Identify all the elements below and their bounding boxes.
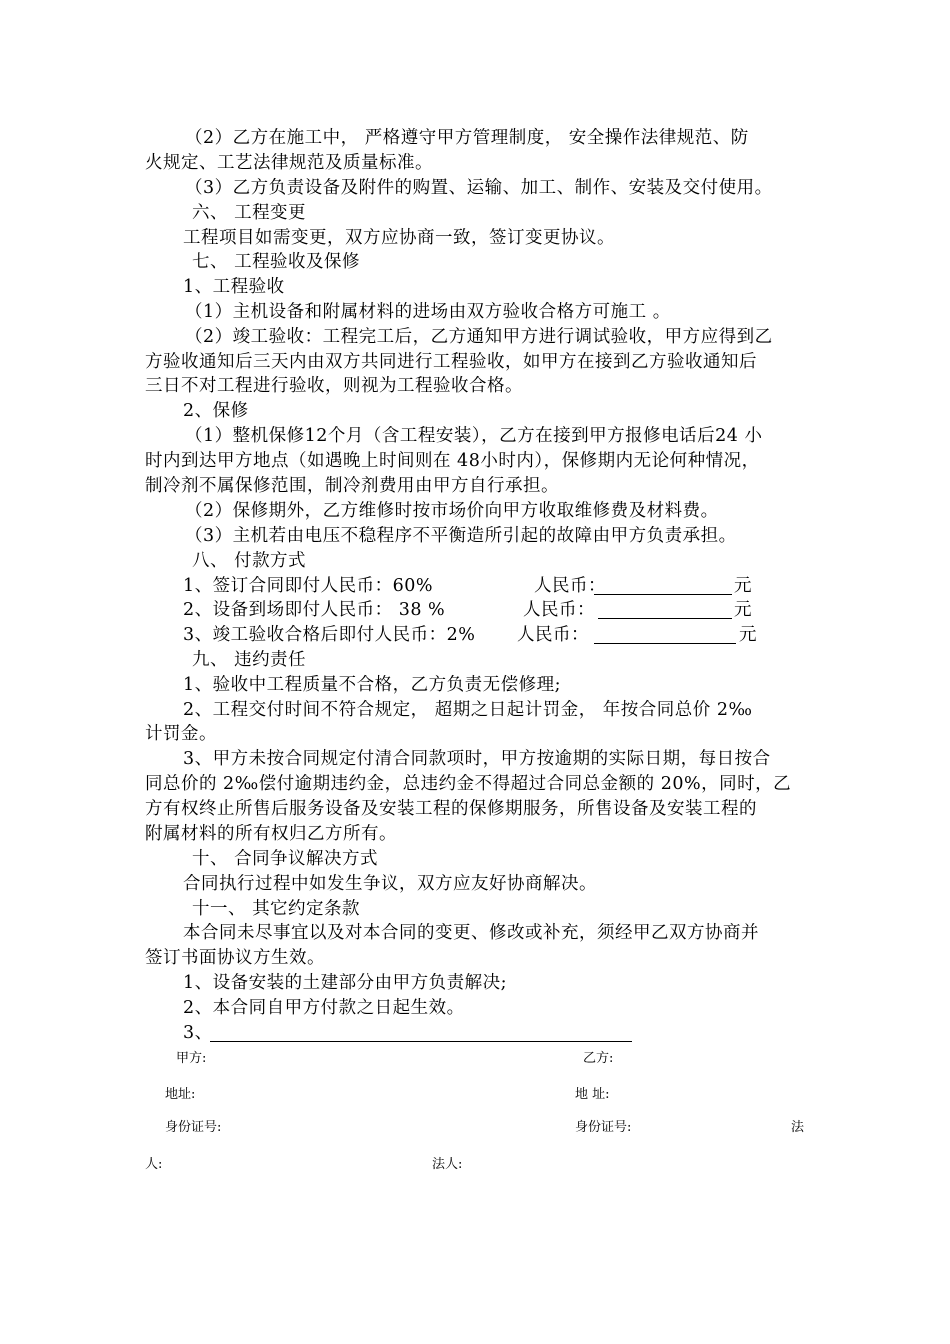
payment-2: 2、设备到场即付人民币： 38 %: [183, 600, 446, 620]
liability-3-line1: 3、甲方未按合同规定付清合同款项时，甲方按逾期的实际日期，每日按合: [183, 749, 771, 769]
section-6-heading: 六、 工程变更: [192, 203, 307, 223]
section-6-text: 工程项目如需变更，双方应协商一致，签订变更协议。: [183, 228, 615, 248]
other-term-3-blank: [210, 1023, 632, 1042]
payment-3-amount-blank: [594, 625, 736, 644]
liability-3-line3: 方有权终止所售后服务设备及安装工程的保修期服务，所售设备及安装工程的: [145, 799, 757, 819]
party-a-legal-label-start: 法: [791, 1120, 805, 1135]
warranty-1-line3: 制冷剂不属保修范围，制冷剂费用由甲方自行承担。: [145, 476, 559, 496]
payment-2-amount-blank: [598, 600, 732, 619]
party-b-label: 乙方:: [583, 1051, 614, 1066]
liability-3-line4: 附属材料的所有权归乙方所有。: [145, 824, 397, 844]
other-terms-line1: 本合同未尽事宜以及对本合同的变更、修改或补充，须经甲乙双方协商并: [183, 923, 759, 943]
other-terms-line2: 签订书面协议方生效。: [145, 948, 325, 968]
party-a-id-label: 身份证号:: [165, 1120, 222, 1135]
liability-2-line1: 2、工程交付时间不符合规定， 超期之日起计罚金， 年按合同总价 2‰: [183, 700, 753, 720]
payment-1-yuan: 元: [734, 576, 752, 596]
party-b-id-label: 身份证号:: [575, 1120, 632, 1135]
payment-2-yuan: 元: [734, 600, 752, 620]
warranty-3: （3）主机若由电压不稳程序不平衡造所引起的故障由甲方负责承担。: [185, 526, 737, 546]
acceptance-1: （1）主机设备和附属材料的进场由双方验收合格方可施工 。: [185, 302, 671, 322]
payment-1-rmb-label: 人民币：: [534, 576, 606, 596]
liability-2-line2: 计罚金。: [145, 724, 217, 744]
section-8-heading: 八、 付款方式: [192, 551, 307, 571]
section-7-heading: 七、 工程验收及保修: [192, 252, 361, 272]
payment-1: 1、签订合同即付人民币：60%: [183, 576, 434, 596]
other-term-3: 3、: [183, 1023, 213, 1043]
warranty-1-line1: （1）整机保修12个月（含工程安装），乙方在接到甲方报修电话后24 小: [185, 426, 763, 446]
warranty-1-line2: 时内到达甲方地点（如遇晚上时间则在 48小时内），保修期内无论何种情况，: [145, 451, 760, 471]
liability-3-line2: 同总价的 2‰偿付逾期违约金，总违约金不得超过合同总金额的 20%，同时，乙: [145, 774, 792, 794]
liability-1: 1、验收中工程质量不合格，乙方负责无偿修理;: [183, 675, 562, 695]
section-9-heading: 九、 违约责任: [192, 650, 307, 670]
party-b-address-label: 地 址:: [575, 1087, 610, 1102]
payment-3: 3、竣工验收合格后即付人民币：2%: [183, 625, 476, 645]
payment-3-yuan: 元: [739, 625, 757, 645]
payment-3-rmb-label: 人民币：: [517, 625, 589, 645]
warranty-2: （2）保修期外，乙方维修时按市场价向甲方收取维修费及材料费。: [185, 501, 719, 521]
acceptance-2-line2: 方验收通知后三天内由双方共同进行工程验收，如甲方在接到乙方验收通知后: [145, 352, 757, 372]
subsection-acceptance: 1、工程验收: [183, 277, 285, 297]
payment-2-rmb-label: 人民币：: [523, 600, 595, 620]
party-b-legal-label: 法人:: [432, 1157, 463, 1172]
other-term-1: 1、设备安装的土建部分由甲方负责解决;: [183, 973, 508, 993]
subsection-warranty: 2、保修: [183, 401, 249, 421]
dispute-text: 合同执行过程中如发生争议，双方应友好协商解决。: [183, 874, 597, 894]
other-term-2: 2、本合同自甲方付款之日起生效。: [183, 998, 465, 1018]
party-a-address-label: 地址:: [165, 1087, 196, 1102]
acceptance-2-line1: （2）竣工验收：工程完工后，乙方通知甲方进行调试验收，甲方应得到乙: [185, 327, 773, 347]
party-a-label: 甲方:: [176, 1051, 207, 1066]
clause-5-2-line1: （2）乙方在施工中， 严格遵守甲方管理制度， 安全操作法律规范、防: [185, 128, 749, 148]
party-a-legal-label-end: 人:: [145, 1157, 163, 1172]
section-10-heading: 十、 合同争议解决方式: [192, 849, 379, 869]
payment-1-amount-blank: [594, 576, 732, 595]
clause-5-2-line2: 火规定、工艺法律规范及质量标准。: [145, 153, 433, 173]
section-11-heading: 十一、 其它约定条款: [192, 899, 361, 919]
clause-5-3: （3）乙方负责设备及附件的购置、运输、加工、制作、安装及交付使用。: [185, 178, 773, 198]
acceptance-2-line3: 三日不对工程进行验收，则视为工程验收合格。: [145, 376, 523, 396]
